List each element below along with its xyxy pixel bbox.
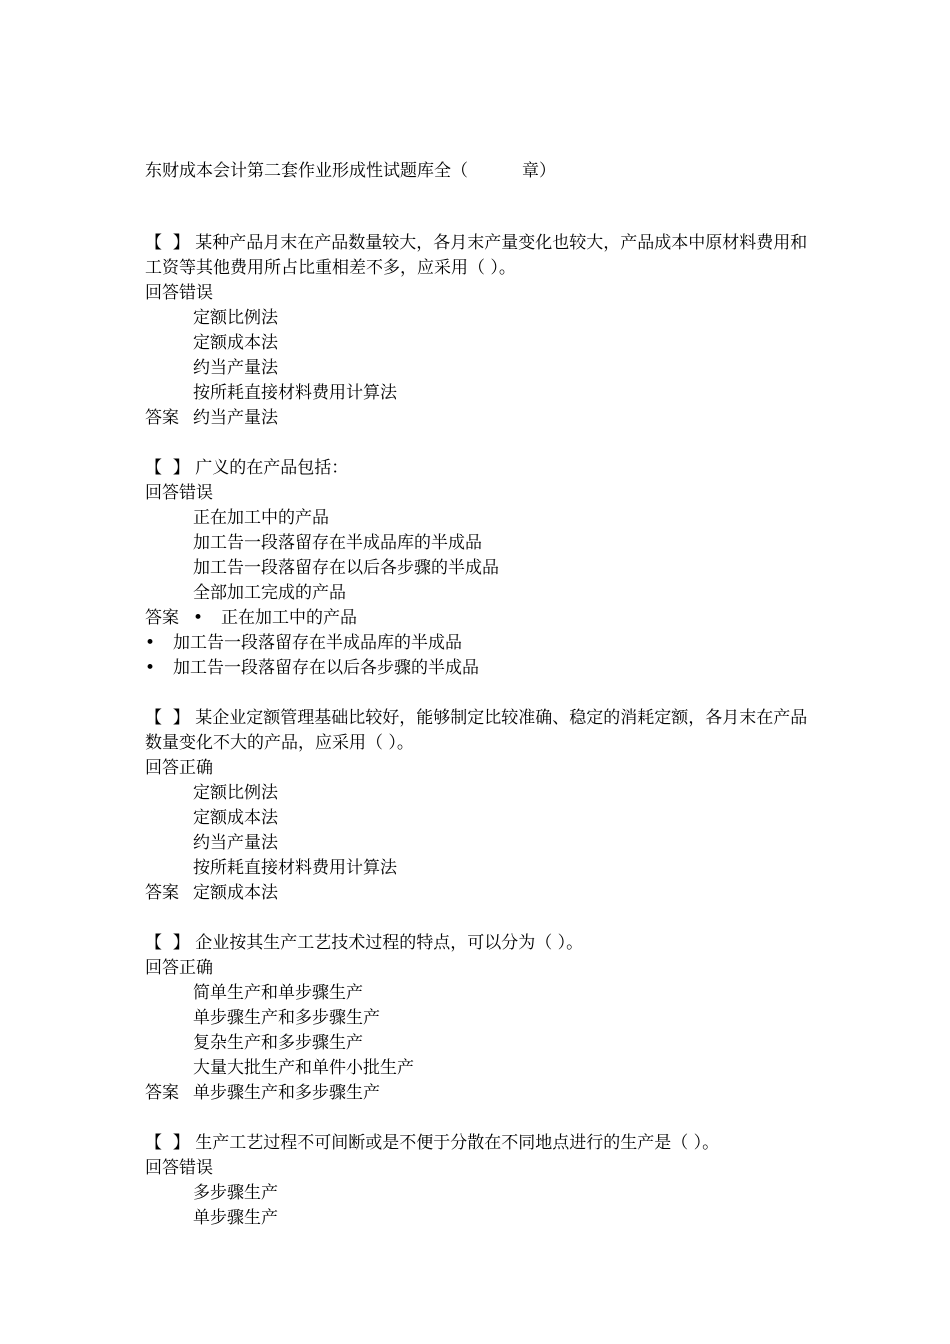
option: 单步骤生产 (193, 1208, 278, 1228)
question-stem (145, 706, 815, 756)
question-bracket: 【 】 (145, 708, 190, 728)
question-3 (145, 706, 815, 906)
document-title: 东财成本会计第二套作业形成性试题库全（ 章） (145, 161, 557, 181)
answer-line (145, 406, 815, 431)
option: 定额成本法 (193, 808, 278, 828)
answer-label: 答案 (145, 1083, 179, 1103)
option: 加工告一段落留存在半成品库的半成品 (193, 533, 482, 553)
result-status: 回答正确 (145, 958, 213, 978)
answer-value: 加工告一段落留存在以后各步骤的半成品 (173, 658, 479, 678)
option: 加工告一段落留存在以后各步骤的半成品 (193, 558, 499, 578)
option: 约当产量法 (193, 833, 278, 853)
option: 复杂生产和多步骤生产 (193, 1033, 363, 1053)
question-text: 生产工艺过程不可间断或是不便于分散在不同地点进行的生产是（ ）。 (195, 1133, 720, 1153)
answer-label: 答案 (145, 883, 179, 903)
result-status: 回答正确 (145, 758, 213, 778)
question-bracket: 【 】 (145, 233, 190, 253)
option: 正在加工中的产品 (193, 508, 329, 528)
option: 全部加工完成的产品 (193, 583, 346, 603)
answer-line (145, 606, 815, 631)
answer-label: 答案 (145, 408, 179, 428)
question-4 (145, 931, 815, 1106)
question-5 (145, 1131, 815, 1231)
option: 按所耗直接材料费用计算法 (193, 383, 397, 403)
answer-label: 答案 (145, 608, 179, 628)
option: 定额成本法 (193, 333, 278, 353)
answer-value: 约当产量法 (193, 408, 278, 428)
option: 大量大批生产和单件小批生产 (193, 1058, 414, 1078)
question-stem (145, 931, 815, 956)
question-text: 某企业定额管理基础比较好，能够制定比较准确、稳定的消耗定额，各月末在产品数量变化不大的产品，应采用（ ）。 (145, 708, 808, 753)
document-page (145, 157, 815, 1256)
answer-value: 单步骤生产和多步骤生产 (193, 1083, 380, 1103)
answer-line (145, 1081, 815, 1106)
question-1 (145, 231, 815, 431)
answer-item (145, 631, 815, 656)
question-stem (145, 456, 815, 481)
result-status: 回答错误 (145, 283, 213, 303)
option: 单步骤生产和多步骤生产 (193, 1008, 380, 1028)
question-2 (145, 456, 815, 681)
bullet-icon: • (145, 633, 156, 653)
result-status: 回答错误 (145, 483, 213, 503)
question-bracket: 【 】 (145, 1133, 190, 1153)
option: 简单生产和单步骤生产 (193, 983, 363, 1003)
bullet-icon: • (145, 658, 156, 678)
result-status: 回答错误 (145, 1158, 213, 1178)
question-text: 企业按其生产工艺技术过程的特点，可以分为（ ）。 (195, 933, 584, 953)
option: 定额比例法 (193, 783, 278, 803)
option: 按所耗直接材料费用计算法 (193, 858, 397, 878)
answer-value: 正在加工中的产品 (221, 608, 357, 628)
question-text: 广义的在产品包括： (195, 458, 349, 478)
option: 多步骤生产 (193, 1183, 278, 1203)
question-text: 某种产品月末在产品数量较大，各月末产量变化也较大，产品成本中原材料费用和工资等其他费用所占比重相差不多，应采用（ ）。 (145, 233, 808, 278)
question-bracket: 【 】 (145, 933, 190, 953)
option: 定额比例法 (193, 308, 278, 328)
answer-line (145, 881, 815, 906)
answer-item (145, 656, 815, 681)
question-bracket: 【 】 (145, 458, 190, 478)
question-stem (145, 1131, 815, 1156)
question-stem (145, 231, 815, 281)
bullet-icon: • (193, 608, 204, 628)
answer-value: 定额成本法 (193, 883, 278, 903)
option: 约当产量法 (193, 358, 278, 378)
answer-value: 加工告一段落留存在半成品库的半成品 (173, 633, 462, 653)
